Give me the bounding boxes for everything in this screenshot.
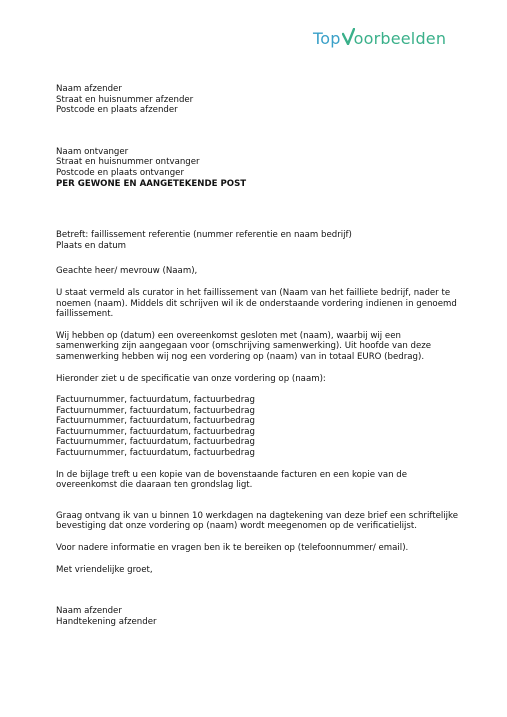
invoice-list	[56, 395, 456, 459]
recipient-name: Naam ontvanger	[56, 146, 129, 157]
paragraph-line: samenwerking hebben wij nog een vordering op (naam) van in totaal EURO (bedrag).	[56, 351, 425, 362]
paragraph-contact: Voor nadere informatie en vragen ben ik te bereiken op (telefoonnummer/ email).	[56, 543, 409, 554]
recipient-city: Postcode en plaats ontvanger	[56, 167, 185, 178]
signature-block	[56, 606, 456, 627]
paragraph-agreement	[56, 331, 456, 363]
recipient-block	[56, 147, 456, 189]
subject-block	[56, 230, 456, 251]
paragraph-line: Wij hebben op (datum) een overeenkomst gesloten met (naam), waarbij wij een	[56, 330, 401, 341]
subject-line: Betreft: faillissement referentie (nummer referentie en naam bedrijf)	[56, 230, 352, 241]
recipient-street: Straat en huisnummer ontvanger	[56, 157, 200, 168]
logo-v-check-icon	[342, 28, 354, 44]
paragraph-confirmation	[56, 510, 459, 532]
invoice-line: Factuurnummer, factuurdatum, factuurbedrag	[56, 416, 256, 427]
signature-name: Naam afzender	[56, 606, 122, 617]
paragraph-line: In de bijlage treft u een kopie van de bovenstaande facturen en een kopie van de	[56, 469, 408, 480]
sender-block	[56, 84, 456, 116]
sender-street: Straat en huisnummer afzender	[56, 94, 194, 105]
paragraph-line: Graag ontvang ik van u binnen 10 werkdagen na dagtekening van deze brief een schriftelijke	[56, 510, 459, 521]
closing: Met vriendelijke groet,	[56, 564, 153, 575]
invoice-line: Factuurnummer, factuurdatum, factuurbedrag	[56, 448, 256, 459]
salutation: Geachte heer/ mevrouw (Naam),	[56, 266, 198, 277]
logo-text-top: Top	[313, 29, 341, 48]
paragraph-attachment	[56, 470, 456, 491]
delivery-method: PER GEWONE EN AANGETEKENDE POST	[56, 178, 247, 189]
paragraph-line: noemen (naam). Middels dit schrijven wil ik de onderstaande vordering indienen in genoemd	[56, 298, 457, 309]
paragraph-line: U staat vermeld als curator in het faillissement van (Naam van het failliete bedrijf, nader te	[56, 287, 451, 298]
invoice-line: Factuurnummer, factuurdatum, factuurbedrag	[56, 395, 256, 406]
signature-line: Handtekening afzender	[56, 616, 157, 627]
paragraph-curator	[56, 288, 456, 320]
letter-body	[56, 84, 459, 627]
paragraph-line: samenwerking zijn aangegaan voor (omschrijving samenwerking). Uit hoofde van deze	[56, 341, 432, 352]
invoice-line: Factuurnummer, factuurdatum, factuurbedrag	[56, 426, 256, 437]
paragraph-specification: Hieronder ziet u de specificatie van onze vordering op (naam):	[56, 373, 326, 384]
logo-text-voorbeelden: oorbeelden	[353, 29, 447, 48]
topvoorbeelden-logo	[313, 28, 446, 50]
place-date: Plaats en datum	[56, 240, 127, 251]
invoice-line: Factuurnummer, factuurdatum, factuurbedrag	[56, 437, 256, 448]
paragraph-line: faillissement.	[56, 309, 114, 320]
paragraph-line: bevestiging dat onze vordering op (naam) wordt meegenomen op de verificatielijst.	[56, 521, 417, 532]
invoice-line: Factuurnummer, factuurdatum, factuurbedrag	[56, 405, 256, 416]
sender-city: Postcode en plaats afzender	[56, 105, 178, 116]
paragraph-line: overeenkomst die daaraan ten grondslag ligt.	[56, 480, 253, 491]
sender-name: Naam afzender	[56, 84, 122, 94]
